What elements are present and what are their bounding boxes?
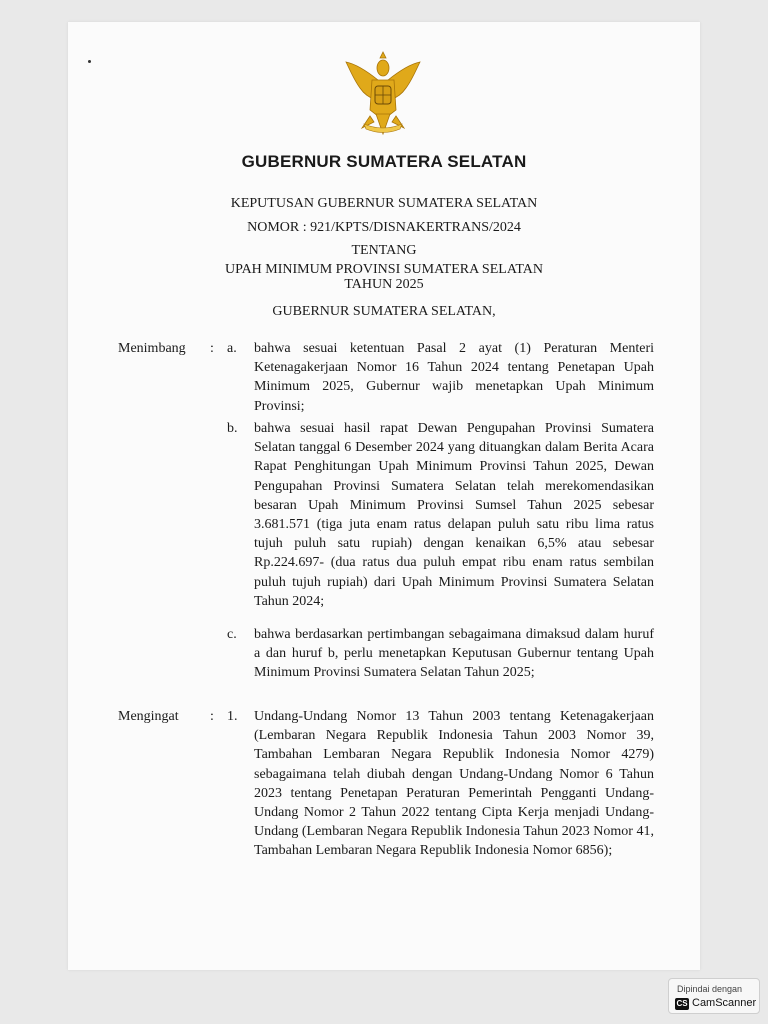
menimbang-item-c: bahwa berdasarkan pertimbangan sebagaimana dimaksud dalam huruf a dan huruf b, perlu menetapkan Keputusan Gubernur tentang Upah Minimum Provinsi Sumatera Selatan Tahun 2025; [254,627,654,681]
governor-title: GUBERNUR SUMATERA SELATAN [241,152,527,171]
decree-title: KEPUTUSAN GUBERNUR SUMATERA SELATAN [230,196,538,211]
mengingat-label: Mengingat [118,709,179,724]
mengingat-colon: : [210,709,214,724]
menimbang-marker-a: a. [227,341,237,356]
menimbang-label: Menimbang [118,341,186,356]
mengingat-marker-1: 1. [227,709,238,724]
decree-subject: UPAH MINIMUM PROVINSI SUMATERA SELATAN [224,262,544,277]
scanner-caption: Dipindai dengan [677,984,743,994]
camscanner-badge [668,978,760,1014]
decree-year: TAHUN 2025 [344,277,424,292]
menimbang-item-b: bahwa sesuai hasil rapat Dewan Pengupahan Provinsi Sumatera Selatan tanggal 6 Desember 2024 yang dituangkan dalam Berita Acara Rapat Penghitungan Upah Minimum Provinsi Tahun 2025, Dewan Pengupahan Provinsi Sumatera Selatan telah merekomendasikan besaran Upah Minimum Provinsi Sumsel Tahun 2025 sebesar 3.681.571 (tiga juta enam ratus delapan puluh satu ribu lima ratus tujuh puluh satu rupiah) dengan kenaikan 6,5% atau sebesar Rp.224.697- (dua ratus dua puluh empat ribu enam ratus sembilan puluh tujuh rupiah) dari Upah Minimum Provinsi Sumatera Selatan Tahun 2024; [254,421,654,609]
decree-number: NOMOR : 921/KPTS/DISNAKERTRANS/2024 [247,220,521,235]
menimbang-marker-b: b. [227,421,238,436]
menimbang-colon: : [210,341,214,356]
governor-salutation: GUBERNUR SUMATERA SELATAN, [272,304,496,319]
garuda-emblem-icon [338,50,428,140]
scanner-brand: CamScanner [692,997,757,1009]
menimbang-item-a: bahwa sesuai ketentuan Pasal 2 ayat (1) Peraturan Menteri Ketenagakerjaan Nomor 16 Tahun 2024 tentang Penetapan Upah Minimum 2025, Gubernur wajib menetapkan Upah Minimum Provinsi; [254,341,654,414]
scan-speck [88,60,91,63]
camscanner-logo-icon: CS [676,999,688,1008]
menimbang-marker-c: c. [227,627,237,642]
mengingat-item-1: Undang-Undang Nomor 13 Tahun 2003 tentang Ketenagakerjaan (Lembaran Negara Republik Indonesia Tahun 2003 Nomor 39, Tambahan Lembaran Negara Republik Indonesia Nomor 4279) sebagaimana telah diubah dengan Undang-Undang Nomor 6 Tahun 2023 tentang Penetapan Peraturan Pemerintah Pengganti Undang-Undang Nomor 2 Tahun 2022 tentang Cipta Kerja menjadi Undang-Undang (Lembaran Negara Republik Indonesia Tahun 2023 Nomor 41, Tambahan Lembaran Negara Republik Indonesia Nomor 6856); [254,709,654,859]
decree-about: TENTANG [351,243,417,258]
